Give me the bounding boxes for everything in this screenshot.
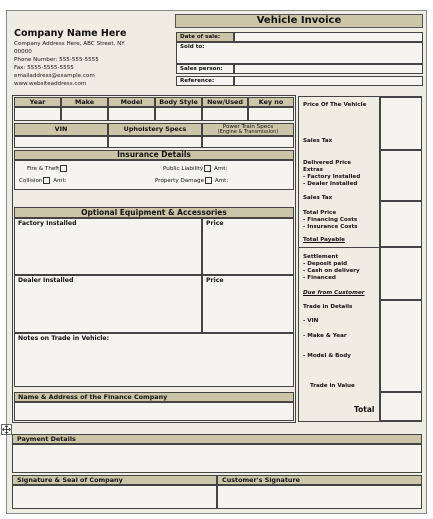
sold-to-field[interactable] xyxy=(176,42,423,64)
power-train-field[interactable] xyxy=(202,136,294,148)
sales-person-field[interactable] xyxy=(234,64,423,74)
insurance-header xyxy=(14,150,294,160)
total-price-value[interactable] xyxy=(380,201,422,247)
reference-field[interactable] xyxy=(234,76,423,86)
trade-in-value-label: Trade in Value xyxy=(310,383,355,389)
trade-in-vin-label: - VIN xyxy=(303,318,319,324)
key-no-field[interactable] xyxy=(248,107,294,121)
reference-label-cell xyxy=(176,76,234,86)
company-zip: 00000 xyxy=(14,49,32,55)
vin-field[interactable] xyxy=(14,136,108,148)
factory-price-field[interactable] xyxy=(202,218,294,275)
sales-person-label-cell xyxy=(176,64,234,74)
total-label: Total xyxy=(354,405,375,414)
col-model xyxy=(108,97,155,107)
col-body-style xyxy=(155,97,202,107)
payment-details-header xyxy=(12,434,422,444)
payment-details-label: Payment Details xyxy=(17,435,76,443)
delivered-price-value[interactable] xyxy=(380,150,422,201)
public-liability-option[interactable] xyxy=(163,165,227,172)
dealer-installed-field[interactable] xyxy=(14,275,202,333)
property-damage-label: Property Damage xyxy=(155,178,205,184)
col-year-label: Year xyxy=(29,98,46,106)
insurance-body xyxy=(14,160,294,190)
optional-header xyxy=(14,207,294,218)
col-key-no-label: Key no xyxy=(258,98,284,106)
customer-signature-field[interactable] xyxy=(217,485,422,509)
company-signature-header xyxy=(12,475,217,485)
price-of-vehicle-label: Price Of The Vehicle xyxy=(303,102,367,108)
vin-label: VIN xyxy=(54,125,68,133)
move-handle-icon[interactable] xyxy=(1,420,12,431)
extras-label: Extras xyxy=(303,167,323,173)
trade-in-notes-field[interactable] xyxy=(14,333,294,387)
invoice-title: Vehicle Invoice xyxy=(256,15,342,26)
insurance-title: Insurance Details xyxy=(117,150,191,159)
public-liability-checkbox[interactable] xyxy=(204,165,211,172)
col-body-style-label: Body Style xyxy=(159,98,198,106)
public-liability-amt: Amt: xyxy=(213,166,228,172)
finance-company-label: Name & Address of the Finance Company xyxy=(18,393,168,401)
dealer-installed-label: Dealer Installed xyxy=(18,277,74,284)
fire-theft-label: Fire & Theft xyxy=(27,166,60,172)
factory-installed-label: Factory Installed xyxy=(18,220,77,227)
cash-on-delivery-label: - Cash on delivery xyxy=(303,268,360,274)
collision-amt: Amt: xyxy=(53,178,67,184)
new-used-field[interactable] xyxy=(202,107,248,121)
col-make-label: Make xyxy=(74,98,95,106)
upholstery-header xyxy=(108,123,202,136)
invoice-title-bar xyxy=(175,14,423,28)
total-payable-label: Total Payable xyxy=(303,237,345,243)
financing-costs-label: - Financing Costs xyxy=(303,217,358,223)
col-year xyxy=(14,97,61,107)
trade-in-notes-label: Notes on Trade in Vehicle: xyxy=(18,335,110,342)
total-value[interactable] xyxy=(380,392,422,421)
settlement-value[interactable] xyxy=(380,247,422,300)
date-of-sale-field[interactable] xyxy=(234,32,423,42)
customer-signature-header xyxy=(217,475,422,485)
insurance-costs-label: - Insurance Costs xyxy=(303,224,358,230)
move-handle-glyph xyxy=(1,424,12,435)
payment-details-field[interactable] xyxy=(12,444,422,473)
company-phone: Phone Number: 555-555-5555 xyxy=(14,57,99,63)
trade-in-model-body-label: - Model & Body xyxy=(303,353,351,359)
dealer-price-label: Price xyxy=(206,277,224,284)
power-train-sublabel: (Engine & Transmission) xyxy=(217,129,279,135)
trade-in-make-year-label: - Make & Year xyxy=(303,333,347,339)
factory-installed-field[interactable] xyxy=(14,218,202,275)
col-model-label: Model xyxy=(120,98,143,106)
finance-company-field[interactable] xyxy=(14,402,294,421)
company-signature-field[interactable] xyxy=(12,485,217,509)
optional-title: Optional Equipment & Accessories xyxy=(81,208,227,217)
fire-theft-option[interactable] xyxy=(27,165,68,172)
trade-in-value[interactable] xyxy=(380,300,422,392)
sales-tax-2-label: Sales Tax xyxy=(303,195,333,201)
company-email: emailaddress@example.com xyxy=(14,73,95,79)
dealer-price-field[interactable] xyxy=(202,275,294,333)
body-style-field[interactable] xyxy=(155,107,202,121)
upholstery-label: Upholstery Specs xyxy=(123,125,187,133)
col-make xyxy=(61,97,108,107)
col-new-used-label: New/Used xyxy=(207,98,243,106)
sales-person-label: Sales person: xyxy=(180,66,223,72)
sales-tax-label: Sales Tax xyxy=(303,138,333,144)
model-field[interactable] xyxy=(108,107,155,121)
make-field[interactable] xyxy=(61,107,108,121)
col-new-used xyxy=(202,97,248,107)
company-fax: Fax: 5555-5555-5555 xyxy=(14,65,74,71)
public-liability-label: Public Liability xyxy=(163,166,204,172)
col-key-no xyxy=(248,97,294,107)
collision-checkbox[interactable] xyxy=(43,177,50,184)
company-name: Company Name Here xyxy=(14,28,127,39)
collision-label: Collision xyxy=(19,178,43,184)
financed-label: - Financed xyxy=(303,275,336,281)
delivered-price-label: Delivered Price xyxy=(303,160,352,166)
settlement-label: Settlement xyxy=(303,254,339,260)
year-field[interactable] xyxy=(14,107,61,121)
property-damage-amt: Amt: xyxy=(214,178,229,184)
trade-in-details-label: Trade in Details xyxy=(303,304,353,310)
fire-theft-checkbox[interactable] xyxy=(60,165,67,172)
customer-signature-label: Customer's Signature xyxy=(222,476,300,484)
deposit-paid-label: - Deposit paid xyxy=(303,261,348,267)
invoice-page xyxy=(6,10,427,514)
collision-option[interactable] xyxy=(19,177,67,184)
factory-installed-extra-label: - Factory Installed xyxy=(303,174,361,180)
power-train-label: Power Train Specs xyxy=(222,124,274,130)
date-of-sale-label: Date of sale: xyxy=(180,34,221,40)
upholstery-field[interactable] xyxy=(108,136,202,148)
price-vehicle-value[interactable] xyxy=(380,97,422,150)
company-website: www.websiteaddress.com xyxy=(14,81,87,87)
reference-label: Reference: xyxy=(180,78,215,84)
total-price-label: Total Price xyxy=(303,210,337,216)
property-damage-checkbox[interactable] xyxy=(205,177,212,184)
finance-company-header xyxy=(14,392,294,402)
property-damage-option[interactable] xyxy=(155,177,228,184)
due-from-customer-label: Due from Customer xyxy=(303,290,365,296)
power-train-header xyxy=(202,123,294,136)
company-address: Company Address Here, ABC Street, NY xyxy=(14,41,125,47)
company-signature-label: Signature & Seal of Company xyxy=(17,476,123,484)
dealer-installed-extra-label: - Dealer Installed xyxy=(303,181,358,187)
sold-to-label: Sold to: xyxy=(180,44,205,50)
factory-price-label: Price xyxy=(206,220,224,227)
date-of-sale-label-cell xyxy=(176,32,234,42)
vin-header xyxy=(14,123,108,136)
